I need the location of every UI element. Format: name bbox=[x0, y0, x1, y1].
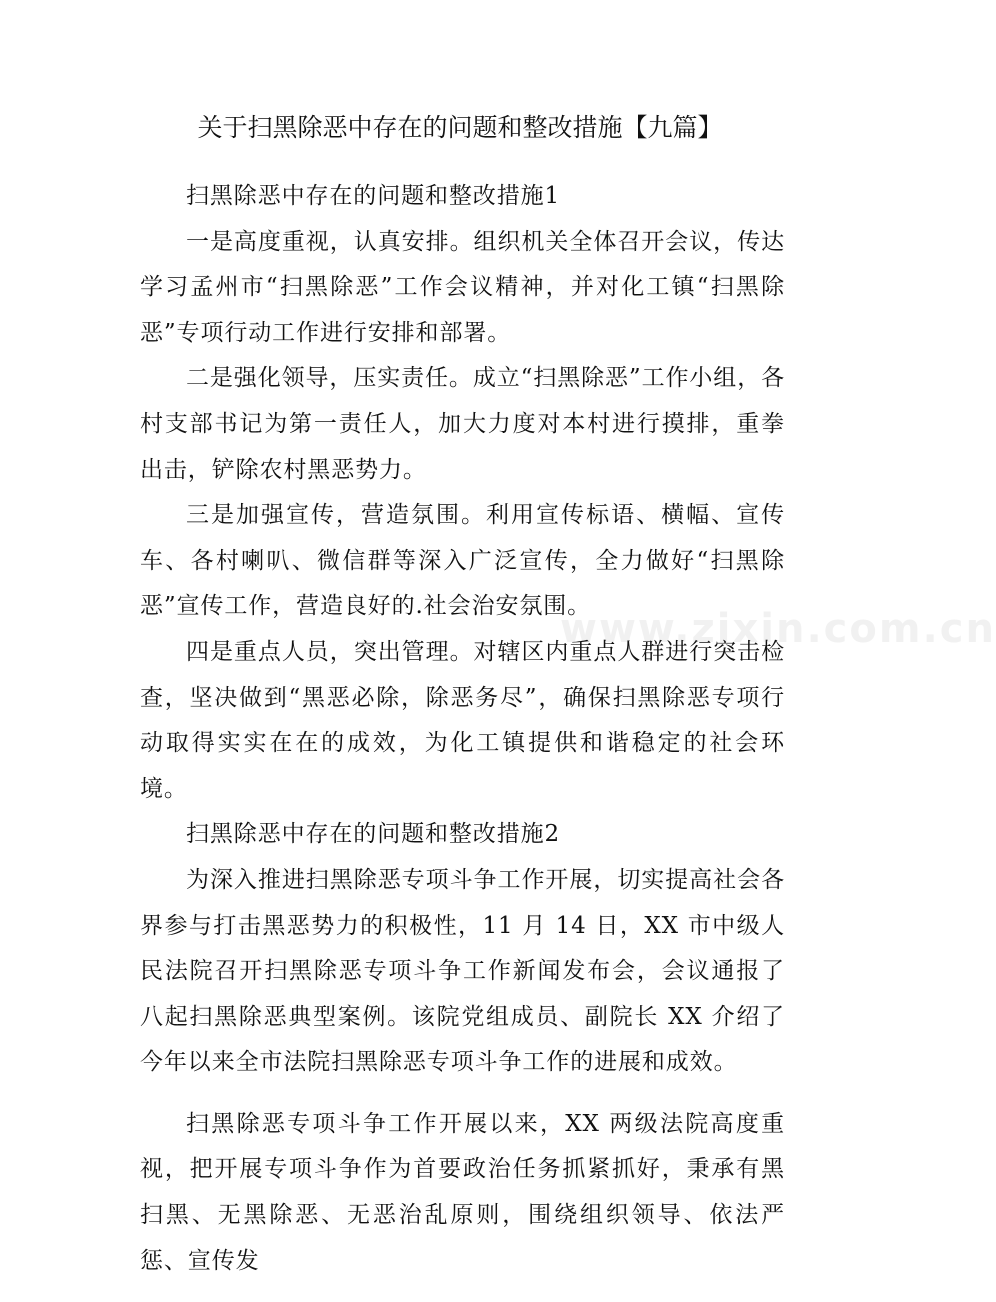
paragraph: 扫黑除恶专项斗争工作开展以来，XX 两级法院高度重视，把开展专项斗争作为首要政治任务抓紧抓好，秉承有黑扫黑、无黑除恶、无恶治乱原则，围绕组织领导、依法严惩、宣传发 bbox=[140, 1110, 785, 1274]
paragraph: 为深入推进扫黑除恶专项斗争工作开展，切实提高社会各界参与打击黑恶势力的积极性，11 月 14 日，XX 市中级人民法院召开扫黑除恶专项斗争工作新闻发布会，会议通报了八起扫黑除恶典型案例。该院党组成员、副院长 XX 介绍了今年以来全市法院扫黑除恶专项斗争工作的进展和成效。 bbox=[140, 866, 785, 1076]
paragraph: 一是高度重视，认真安排。组织机关全体召开会议，传达学习孟州市“扫黑除恶”工作会议精神，并对化工镇“扫黑除恶”专项行动工作进行安排和部署。 bbox=[140, 228, 785, 346]
paragraph: 二是强化领导，压实责任。成立“扫黑除恶”工作小组，各村支部书记为第一责任人，加大力度对本村进行摸排，重拳出击，铲除农村黑恶势力。 bbox=[140, 365, 785, 483]
paragraph: 四是重点人员，突出管理。对辖区内重点人群进行突击检查，坚决做到“黑恶必除，除恶务尽”，确保扫黑除恶专项行动取得实实在在的成效，为化工镇提供和谐稳定的社会环境。 bbox=[140, 638, 785, 802]
paragraph: 三是加强宣传，营造氛围。利用宣传标语、横幅、宣传车、各村喇叭、微信群等深入广泛宣传，全力做好“扫黑除恶”宣传工作，营造良好的.社会治安氛围。 bbox=[140, 502, 785, 620]
watermark: www.zixin.com.cn bbox=[560, 606, 996, 652]
section-heading-1: 扫黑除恶中存在的问题和整改措施1 bbox=[186, 183, 561, 209]
document-body bbox=[140, 174, 785, 1284]
section-heading-2: 扫黑除恶中存在的问题和整改措施2 bbox=[186, 821, 561, 848]
document-title: 关于扫黑除恶中存在的问题和整改措施【九篇】 bbox=[197, 113, 723, 142]
